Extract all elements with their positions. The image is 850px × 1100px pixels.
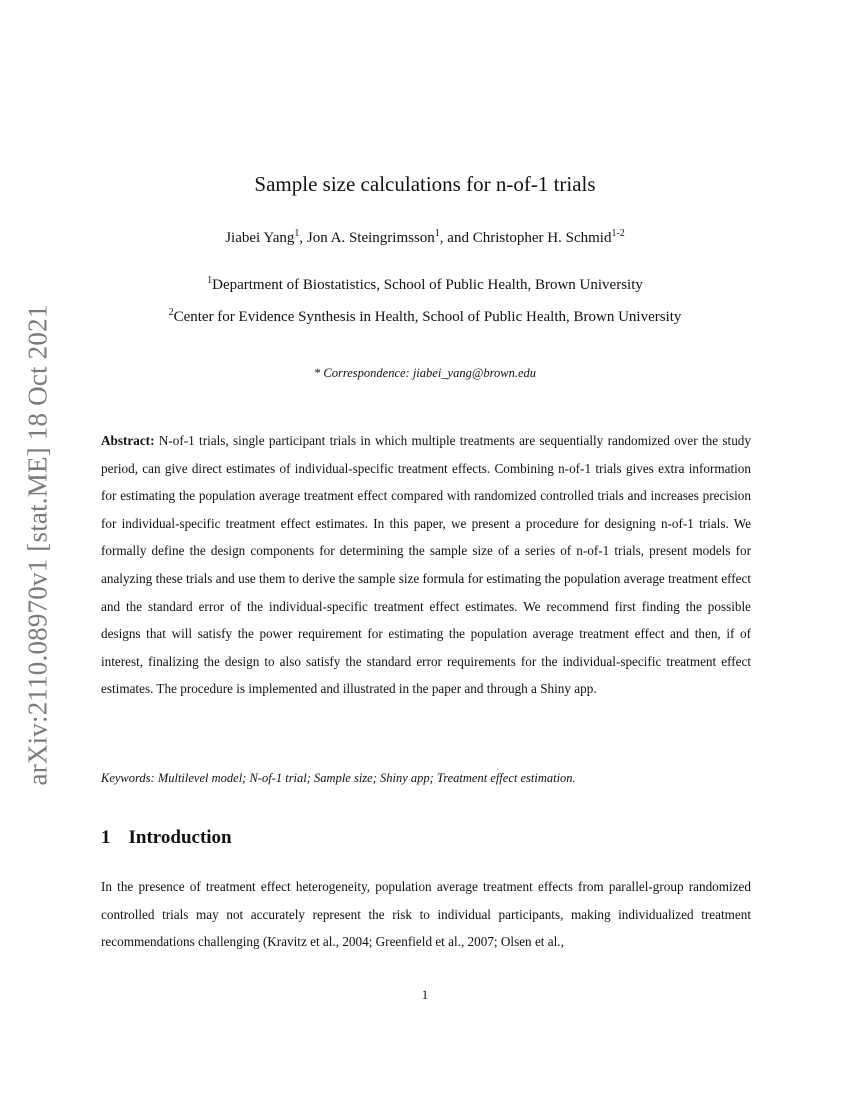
author-name: , Jon A. Steingrimsson xyxy=(299,230,435,246)
abstract-label: Abstract: xyxy=(101,433,155,448)
author-list xyxy=(0,230,850,247)
abstract-text: N-of-1 trials, single participant trials in which multiple treatments are sequentially randomized over the study period, can give direct estimates of individual-specific treatment effects. Combining n-of-1 trials gives extra information for estimating the population average treatment effect compared with randomized controlled trials and increases precision for individual-specific treatment effect estimates. In this paper, we present a procedure for designing n-of-1 trials. We formally define the design components for determining the sample size of a series of n-of-1 trials, present models for analyzing these trials and use them to derive the sample size formula for estimating the population average treatment effect and the standard error of the individual-specific treatment effect estimates. We recommend first finding the possible designs that will satisfy the power requirement for estimating the population average treatment effect and then, if of interest, finalizing the design to also satisfy the standard error requirements for the individual-specific treatment effect estimates. The procedure is implemented and illustrated in the paper and through a Shiny app. xyxy=(101,433,751,697)
paper-title: Sample size calculations for n-of-1 trials xyxy=(254,172,596,196)
author-affiliation-mark: 1 xyxy=(294,228,300,239)
section-title: Introduction xyxy=(128,827,232,848)
author-affiliation-mark: 1 xyxy=(434,228,440,239)
affiliation-text: Department of Biostatistics, School of Public Health, Brown University xyxy=(212,277,643,293)
section-number: 1 xyxy=(101,827,111,848)
author-name: Jiabei Yang xyxy=(225,230,295,246)
affiliation-2 xyxy=(0,309,850,326)
introduction-paragraph: In the presence of treatment effect heterogeneity, population average treatment effects from parallel-group randomized controlled trials may not accurately represent the risk to individual participants, making individualized treatment recommendations challenging (Kravitz et al., 2004; Greenfield et al., 2007; Olsen et al., xyxy=(101,879,751,950)
correspondence-line: * Correspondence: jiabei_yang@brown.edu xyxy=(314,366,536,380)
section-heading xyxy=(101,827,232,849)
page-number: 1 xyxy=(421,987,429,1002)
abstract-block xyxy=(101,427,751,703)
affiliation-mark: 2 xyxy=(168,307,174,318)
keywords-line: Keywords: Multilevel model; N-of-1 trial; Sample size; Shiny app; Treatment effect estimation. xyxy=(101,771,576,785)
author-affiliation-mark: 1-2 xyxy=(611,228,625,239)
arxiv-identifier-stamp: arXiv:2110.08970v1 [stat.ME] 18 Oct 2021 xyxy=(22,304,53,786)
author-name: , and Christopher H. Schmid xyxy=(439,230,612,246)
affiliation-1 xyxy=(0,277,850,294)
affiliation-mark: 1 xyxy=(207,275,213,286)
affiliation-text: Center for Evidence Synthesis in Health, School of Public Health, Brown University xyxy=(173,309,682,325)
